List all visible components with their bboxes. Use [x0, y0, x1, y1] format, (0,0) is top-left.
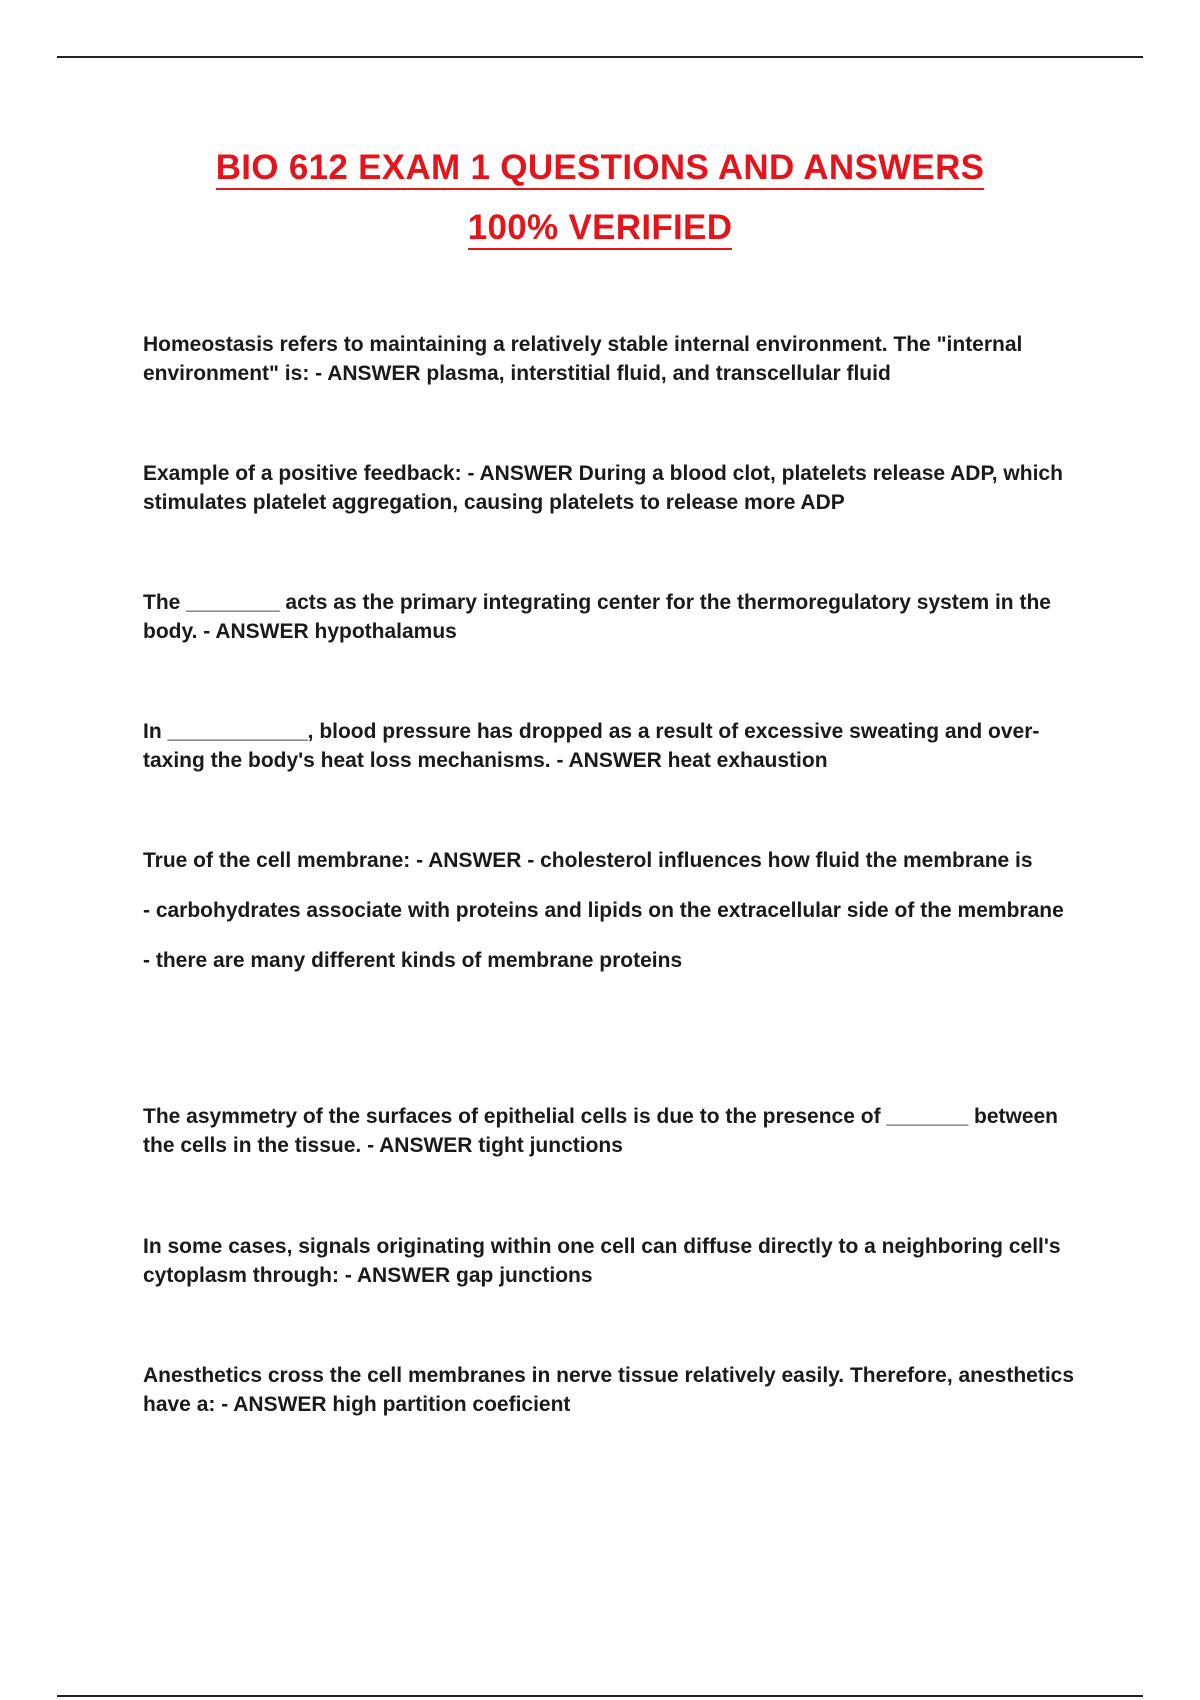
qa-text: Homeostasis refers to maintaining a relatively stable internal environment. The "internal environment" is: - ANSWER plasma, interstitial fluid, and transcellular fluid: [143, 333, 1023, 385]
qa-text: In ____________, blood pressure has dropped as a result of excessive sweating and over-taxing the body's heat loss mechanisms. - ANSWER heat exhaustion: [143, 720, 1040, 772]
qa-item-7: [143, 1232, 1093, 1290]
qa-item-5: [143, 846, 1093, 975]
document-title-line-1: [0, 148, 1200, 188]
qa-text: Example of a positive feedback: - ANSWER During a blood clot, platelets release ADP, which stimulates platelet aggregation, causing platelets to release more ADP: [143, 462, 1063, 514]
qa-item-2: [143, 459, 1093, 517]
title-text-2: 100% VERIFIED: [468, 208, 733, 250]
qa-text: Anesthetics cross the cell membranes in nerve tissue relatively easily. Therefore, anesthetics have a: - ANSWER high partition coeficient: [143, 1364, 1075, 1416]
qa-item-1: [143, 330, 1093, 388]
bottom-divider: [57, 1695, 1143, 1697]
qa-item-8: [143, 1361, 1093, 1419]
qa-text: True of the cell membrane: - ANSWER - cholesterol influences how fluid the membrane is: [143, 849, 1033, 872]
title-text-1: BIO 612 EXAM 1 QUESTIONS AND ANSWERS: [216, 148, 985, 190]
qa-item-6: [143, 1102, 1093, 1160]
qa-subpoint-1: - carbohydrates associate with proteins and lipids on the extracellular side of the membrane: [143, 899, 1064, 922]
qa-item-4: [143, 717, 1093, 775]
qa-text: The ________ acts as the primary integrating center for the thermoregulatory system in the body. - ANSWER hypothalamus: [143, 591, 1051, 643]
document-title-line-2: [0, 208, 1200, 248]
qa-subpoint-2: - there are many different kinds of membrane proteins: [143, 949, 683, 972]
top-divider: [57, 56, 1143, 58]
qa-item-3: [143, 588, 1093, 646]
qa-text: The asymmetry of the surfaces of epithelial cells is due to the presence of _______ between the cells in the tissue. - ANSWER tight junctions: [143, 1105, 1059, 1157]
qa-text: In some cases, signals originating within one cell can diffuse directly to a neighboring cell's cytoplasm through: - ANSWER gap junctions: [143, 1235, 1061, 1287]
